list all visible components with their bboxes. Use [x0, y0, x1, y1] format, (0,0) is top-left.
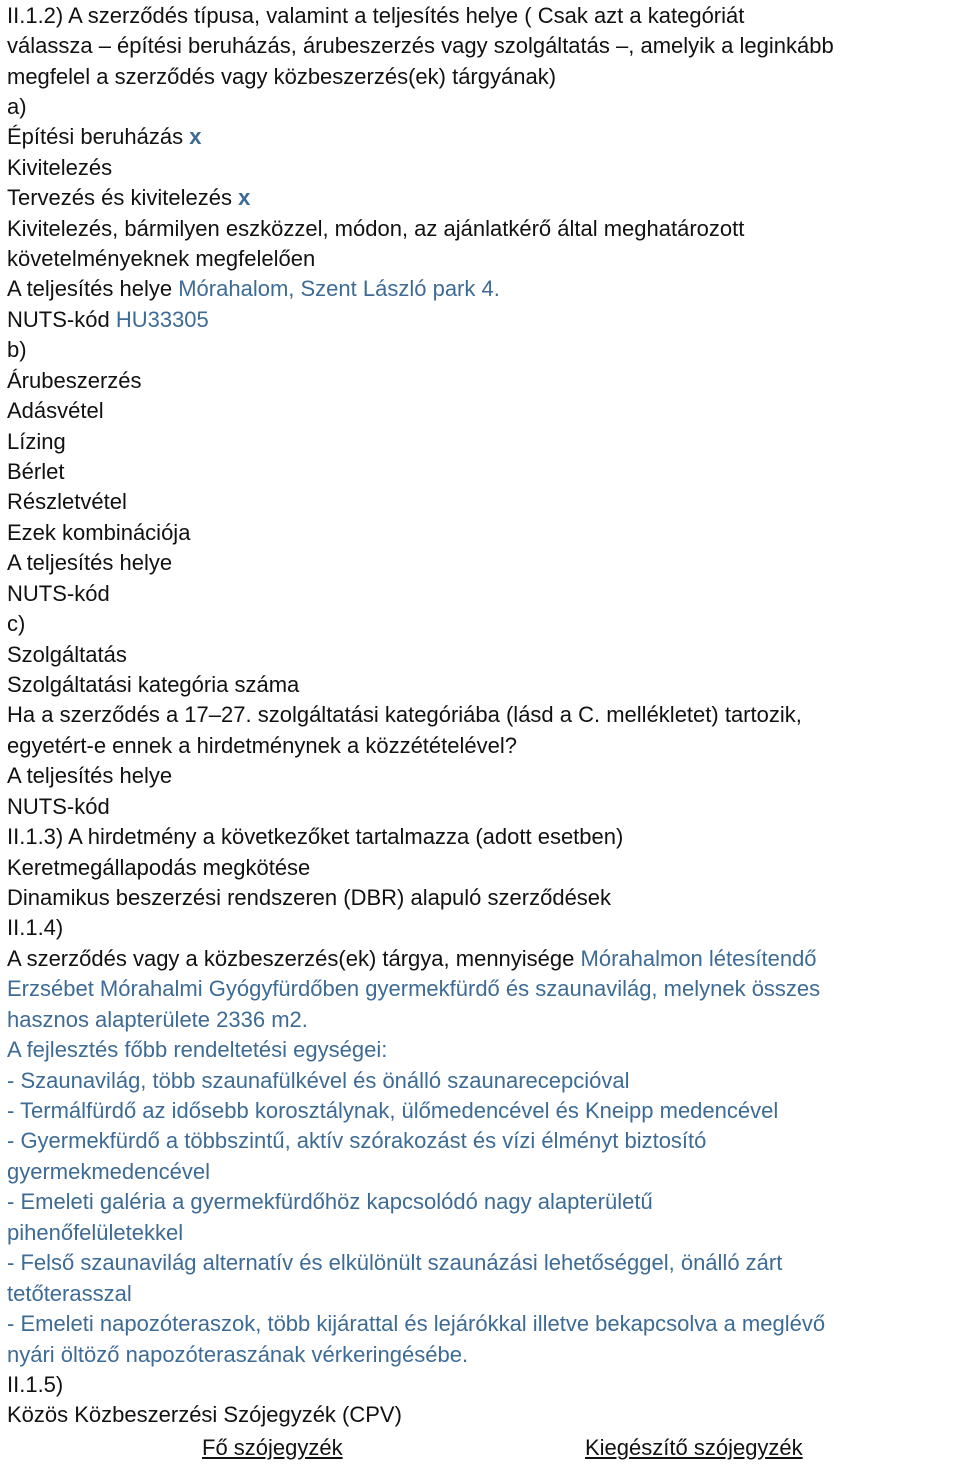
development-unit-item: - Emeleti galéria a gyermekfürdőhöz kapcsolódó nagy alapterületű: [7, 1189, 653, 1214]
development-unit-item-cont: nyári öltöző napozóteraszának vérkeringésébe.: [7, 1342, 469, 1367]
place-of-performance-a: [7, 274, 500, 304]
option-design-execution-label: Tervezés és kivitelezés: [7, 185, 232, 210]
option-hire-purchase: Részletvétel: [7, 489, 127, 514]
framework-agreement: Keretmegállapodás megkötése: [7, 855, 311, 880]
option-b-label: b): [7, 337, 27, 362]
option-execution: Kivitelezés: [7, 155, 113, 180]
development-unit-item: - Emeleti napozóteraszok, több kijárattal és lejárókkal illetve bekapcsolva a meglévő: [7, 1311, 826, 1336]
section-heading-2-1-2-cont: megfelel a szerződés vagy közbeszerzés(ek) tárgyának): [7, 64, 557, 89]
option-design-execution: [7, 183, 250, 213]
nuts-value: HU33305: [115, 307, 209, 332]
dynamic-purchasing-system: Dinamikus beszerzési rendszeren (DBR) alapuló szerződések: [7, 885, 612, 910]
main-vocabulary-link[interactable]: Fő szójegyzék: [202, 1435, 343, 1460]
contract-subject-value: Mórahalmon létesítendő: [580, 946, 817, 971]
place-of-performance-b: A teljesítés helye: [7, 550, 173, 575]
development-units-heading: A fejlesztés főbb rendeltetési egységei:: [7, 1037, 388, 1062]
selected-mark: x: [238, 185, 251, 210]
place-value: Mórahalom, Szent László park 4.: [178, 276, 500, 301]
nuts-code-c: NUTS-kód: [7, 794, 110, 819]
place-of-performance-c: A teljesítés helye: [7, 763, 173, 788]
contract-subject-value: Erzsébet Mórahalmi Gyógyfürdőben gyermekfürdő és szaunavilág, melynek összes: [7, 976, 821, 1001]
option-purchase: Adásvétel: [7, 398, 104, 423]
option-execution-any-means: Kivitelezés, bármilyen eszközzel, módon, az ajánlatkérő által meghatározott: [7, 216, 745, 241]
section-heading-2-1-2-cont: válassza – építési beruházás, árubeszerzés vagy szolgáltatás –, amelyik a leginkább: [7, 33, 834, 58]
development-unit-item-cont: gyermekmedencével: [7, 1159, 210, 1184]
development-unit-item: - Gyermekfürdő a többszintű, aktív szórakozást és vízi élményt biztosító: [7, 1128, 707, 1153]
development-unit-item: - Felső szaunavilág alternatív és elkülönült szaunázási lehetőséggel, önálló zárt: [7, 1250, 783, 1275]
option-lease: Lízing: [7, 429, 66, 454]
section-heading-2-1-4: II.1.4): [7, 915, 64, 940]
section-heading-2-1-3: II.1.3) A hirdetmény a következőket tartalmazza (adott esetben): [7, 824, 624, 849]
selected-mark: x: [189, 124, 202, 149]
nuts-code-b: NUTS-kód: [7, 581, 110, 606]
contract-subject-value: hasznos alapterülete 2336 m2.: [7, 1007, 308, 1032]
cpv-title: Közös Közbeszerzési Szójegyzék (CPV): [7, 1402, 402, 1427]
section-heading-2-1-5: II.1.5): [7, 1372, 64, 1397]
option-services: Szolgáltatás: [7, 642, 127, 667]
development-unit-item: - Szaunavilág, több szaunafülkével és önálló szaunarecepcióval: [7, 1068, 630, 1093]
nuts-code-a: [7, 305, 209, 335]
development-unit-item-cont: tetőterasszal: [7, 1281, 132, 1306]
development-unit-item: - Termálfürdő az idősebb korosztálynak, ülőmedencével és Kneipp medencével: [7, 1098, 779, 1123]
contract-subject-label: A szerződés vagy a közbeszerzés(ek) tárgya, mennyisége: [7, 946, 575, 971]
service-category-question: Ha a szerződés a 17–27. szolgáltatási kategóriába (lásd a C. mellékletet) tartozik,: [7, 702, 802, 727]
place-label: A teljesítés helye: [7, 276, 173, 301]
contract-subject: [7, 944, 817, 974]
option-execution-any-means-cont: követelményeknek megfelelően: [7, 246, 316, 271]
option-works-label: Építési beruházás: [7, 124, 184, 149]
supplementary-vocabulary-link[interactable]: Kiegészítő szójegyzék: [585, 1435, 803, 1460]
option-supplies: Árubeszerzés: [7, 368, 142, 393]
option-combination: Ezek kombinációja: [7, 520, 191, 545]
section-heading-2-1-2: II.1.2) A szerződés típusa, valamint a teljesítés helye ( Csak azt a kategóriát: [7, 3, 745, 28]
option-c-label: c): [7, 611, 26, 636]
option-rental: Bérlet: [7, 459, 65, 484]
nuts-label: NUTS-kód: [7, 307, 110, 332]
service-category-number: Szolgáltatási kategória száma: [7, 672, 300, 697]
development-unit-item-cont: pihenőfelületekkel: [7, 1220, 184, 1245]
option-a-label: a): [7, 94, 27, 119]
service-category-question-cont: egyetért-e ennek a hirdetménynek a közzétételével?: [7, 733, 517, 758]
option-works: [7, 122, 201, 152]
